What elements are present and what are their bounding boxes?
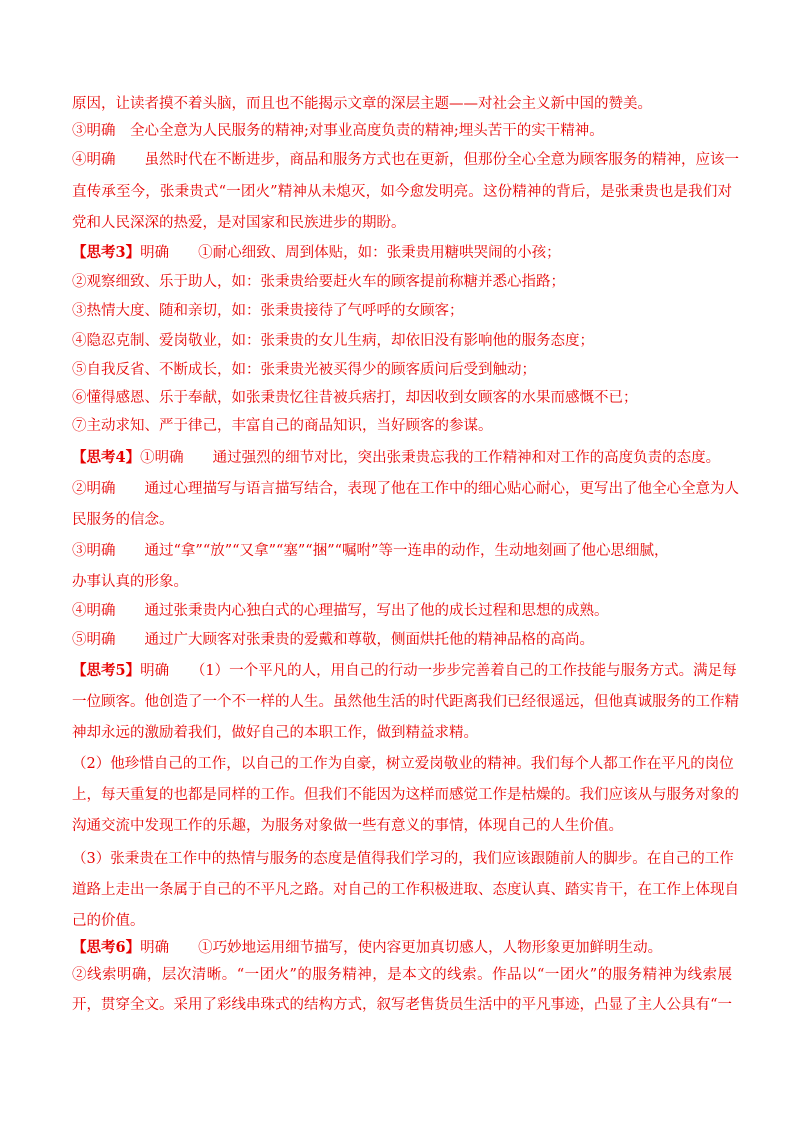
answer-label: 明确 — [140, 940, 199, 956]
answer-label: 明确 — [140, 663, 199, 679]
question-label: 【思考3】 — [72, 244, 141, 261]
text-line: ④隐忍克制、爱岗敬业，如：张秉贵的女儿生病，却依旧没有影响他的服务态度； — [72, 333, 594, 349]
text-line: ③明确 通过“拿”“放”“又拿”“塞”“捆”“嘱咐”等一连串的动作，生动地刻画了他心思细腻， — [72, 543, 669, 559]
text-line: （3）张秉贵在工作中的热情与服务的态度是值得我们学习的，我们应该跟随前人的脚步。在自己的工作 — [72, 851, 734, 867]
text-line: ⑤自我反省、不断成长，如：张秉贵光被买得少的顾客质问后受到触动； — [72, 362, 536, 378]
text-line: ④明确 虽然时代在不断进步，商品和服务方式也在更新，但那份全心全意为顾客服务的精神，应该一 — [72, 152, 739, 168]
text-line: （2）他珍惜自己的工作，以自己的工作为自豪，树立爱岗敬业的精神。我们每个人都工作在平凡的岗位 — [72, 756, 734, 772]
text-line: 道路上走出一条属于自己的不平凡之路。对自己的工作积极进取、态度认真、踏实肯干，在工作上体现自 — [72, 882, 739, 898]
text-line: 原因，让读者摸不着头脑，而且也不能揭示文章的深层主题——对社会主义新中国的赞美。 — [72, 96, 652, 112]
text-fragment: （1）一个平凡的人，用自己的行动一步步完善着自己的工作技能与服务方式。满足每 — [198, 663, 737, 679]
question-line — [72, 661, 737, 681]
text-line: 民服务的信念。 — [72, 512, 174, 528]
text-line: 己的价值。 — [72, 913, 145, 929]
text-fragment: ①明确 通过强烈的细节对比，突出张秉贵忘我的工作精神和对工作的高度负责的态度。 — [140, 450, 721, 466]
text-line: 神却永远的激励着我们，做好自己的本职工作，做到精益求精。 — [72, 725, 478, 741]
text-line: 党和人民深深的热爱，是对国家和民族进步的期盼。 — [72, 215, 406, 231]
text-line: 上，每天重复的也都是同样的工作。但我们不能因为这样而感觉工作是枯燥的。我们应该从与服务对象的 — [72, 787, 739, 803]
text-line: ②明确 通过心理描写与语言描写结合，表现了他在工作中的细心贴心耐心，更写出了他全心全意为人 — [72, 481, 739, 497]
text-line: 沟通交流中发现工作的乐趣，为服务对象做一些有意义的事情，体现自己的人生价值。 — [72, 818, 623, 834]
question-line — [72, 243, 732, 263]
text-line: ②线索明确，层次清晰。“一团火”的服务精神，是本文的线索。作品以“一团火”的服务精神为线索展 — [72, 967, 732, 983]
question-label: 【思考4】 — [72, 449, 141, 466]
question-line — [72, 938, 732, 958]
question-line — [72, 448, 732, 468]
text-line: 一位顾客。他创造了一个不一样的人生。虽然他生活的时代距离我们已经很遥远，但他真诚服务的工作精 — [72, 694, 739, 710]
text-line: ③热情大度、随和亲切，如：张秉贵接待了气呼呼的女顾客； — [72, 303, 464, 319]
question-label: 【思考5】 — [72, 662, 141, 679]
text-line: ④明确 通过张秉贵内心独白式的心理描写，写出了他的成长过程和思想的成熟。 — [72, 603, 609, 619]
text-line: ⑦主动求知、严于律己，丰富自己的商品知识，当好顾客的参谋。 — [72, 418, 493, 434]
text-line: ②观察细致、乐于助人，如：张秉贵给要赶火车的顾客提前称糖并悉心指路； — [72, 274, 565, 290]
text-line: ③明确 全心全意为人民服务的精神;对事业高度负责的精神;埋头苦干的实干精神。 — [72, 123, 604, 139]
question-label: 【思考6】 — [72, 939, 141, 956]
text-line: ⑤明确 通过广大顾客对张秉贵的爱戴和尊敬，侧面烘托他的精神品格的高尚。 — [72, 632, 594, 648]
text-line: ⑥懂得感恩、乐于奉献，如张秉贵忆往昔被兵痞打，却因收到女顾客的水果而感慨不已； — [72, 390, 638, 406]
text-line: 直传承至今，张秉贵式“一团火”精神从未熄灭，如今愈发明亮。这份精神的背后，是张秉贵也是我们对 — [72, 184, 732, 200]
text-line: 办事认真的形象。 — [72, 574, 188, 590]
text-fragment: ①耐心细致、周到体贴，如：张秉贵用糖哄哭闹的小孩； — [198, 245, 561, 261]
text-line: 开，贯穿全文。采用了彩线串珠式的结构方式，叙写老售货员生活中的平凡事迹，凸显了主人公具有“一 — [72, 997, 732, 1013]
text-fragment: ①巧妙地运用细节描写，使内容更加真切感人，人物形象更加鲜明生动。 — [198, 940, 663, 956]
answer-label: 明确 — [140, 245, 199, 261]
